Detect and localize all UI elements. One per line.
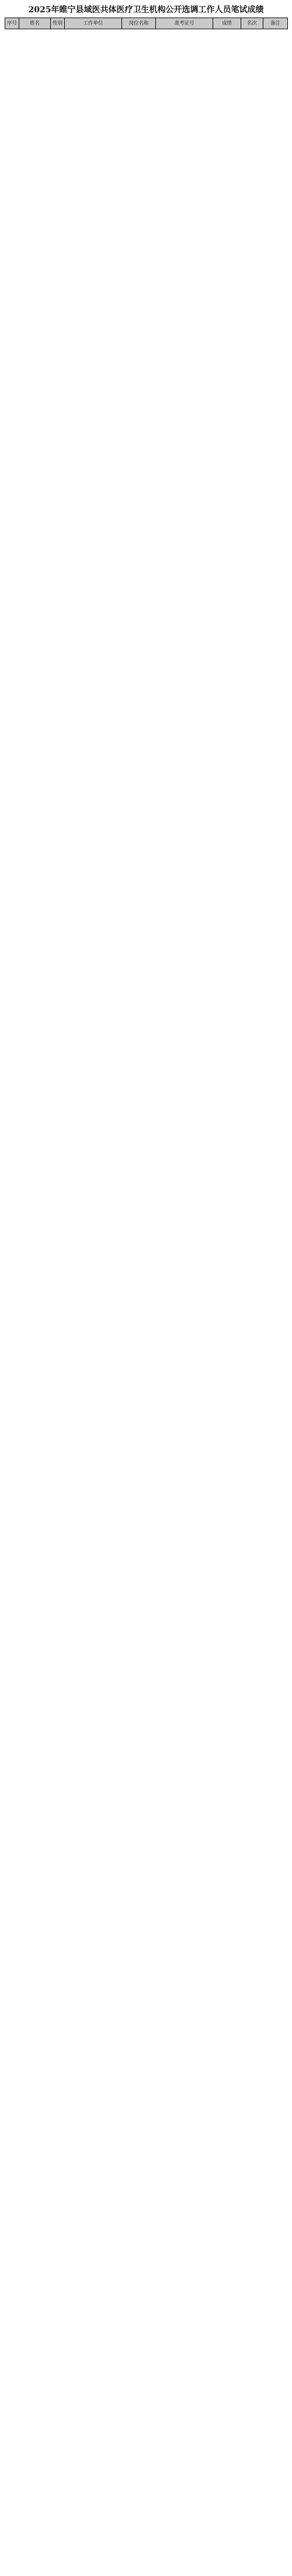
column-header-rank: 名次: [241, 18, 263, 29]
column-header-remark: 备注: [263, 18, 288, 29]
column-header-exam-id: 准考证号: [156, 18, 213, 29]
column-header-score: 成绩: [213, 18, 241, 29]
column-header-workplace: 工作单位: [65, 18, 122, 29]
column-header-position: 岗位名称: [122, 18, 156, 29]
column-header-gender: 性别: [51, 18, 65, 29]
column-header-index: 序号: [5, 18, 19, 29]
column-header-name: 姓名: [19, 18, 51, 29]
table-header-row: [5, 18, 288, 29]
score-table: [5, 18, 288, 29]
document-title: 2025年睢宁县域医共体医疗卫生机构公开选调工作人员笔试成绩: [28, 5, 264, 15]
